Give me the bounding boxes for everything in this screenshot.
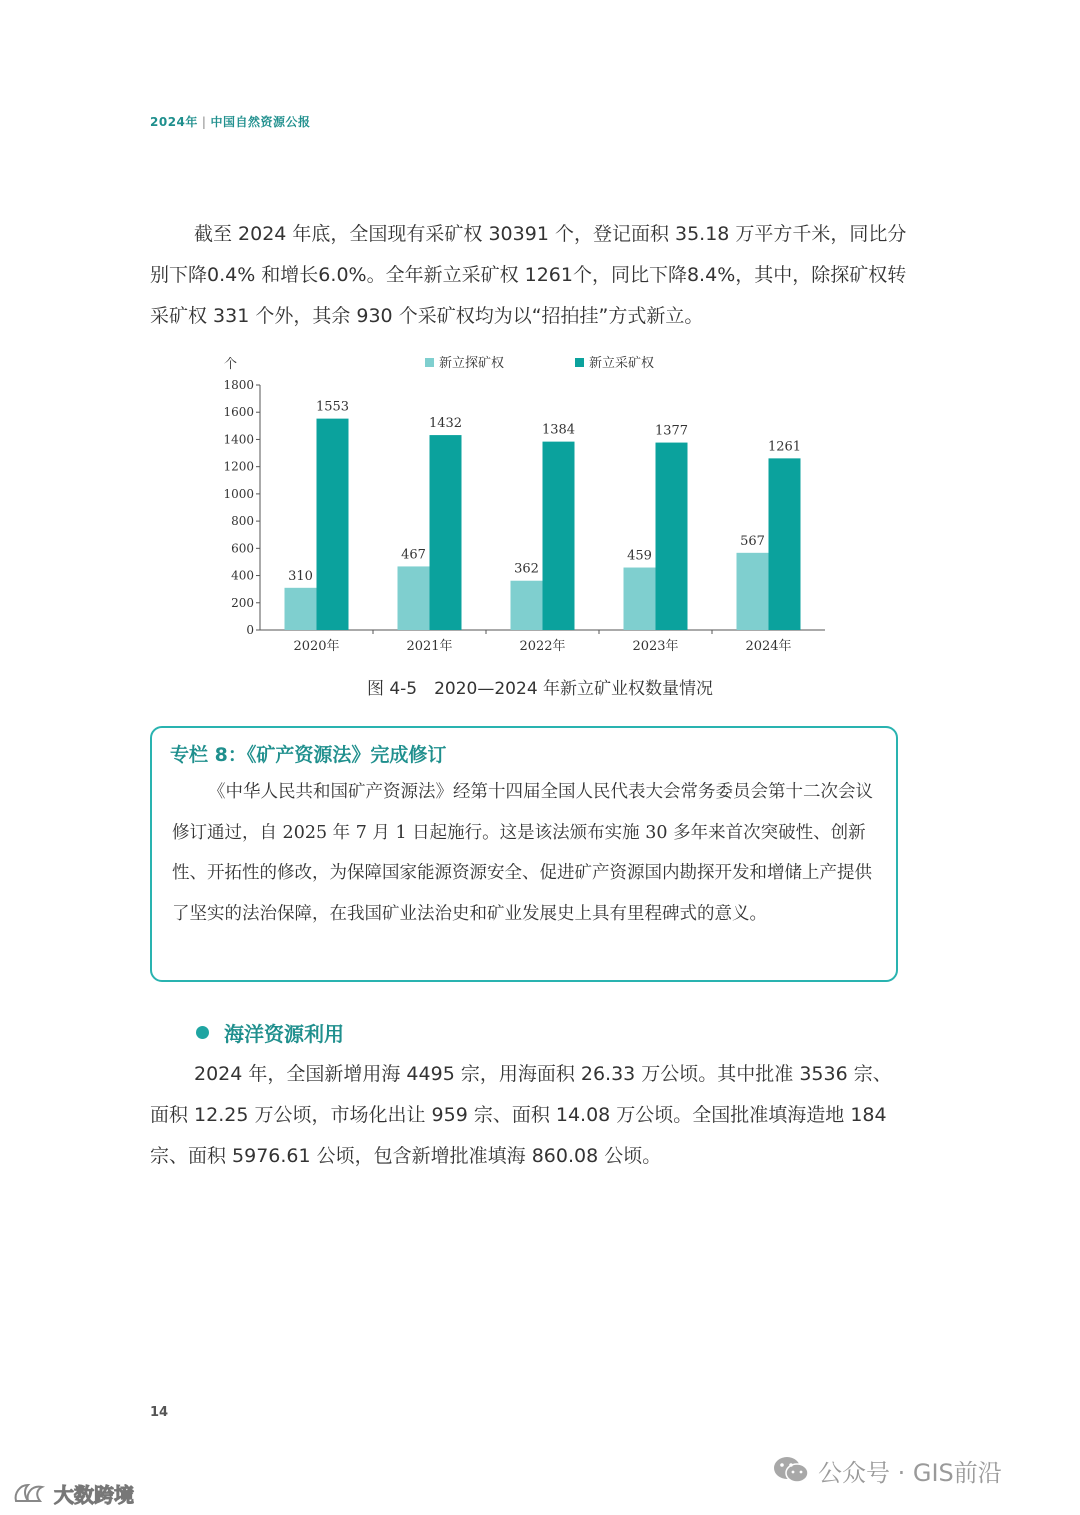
y-tick-label: 1200 [223,459,254,474]
section-title: 海洋资源利用 [224,1022,344,1046]
box-text: 《中华人民共和国矿产资源法》经第十四届全国人民代表大会常务委员会第十二次会议修订通过，自 2025 年 7 月 1 日起施行。这是该法颁布实施 30 多年来首次突破性、创新性、开拓性的修改，为保障国家能源资源安全、促进矿产资源国内勘探开发和增储上产提供了坚实的法治保障，在我国矿业法治史和矿业发展史上具有里程碑式的意义。 [172,782,873,924]
y-tick-label: 600 [231,541,254,556]
data-label: 1261 [767,439,802,455]
y-tick-label: 1000 [223,486,254,501]
header-year: 2024年 [150,115,198,129]
y-tick-label: 0 [246,623,254,637]
bar-exploration [285,588,317,630]
mining-rights-bar-chart [210,350,850,670]
data-label: 1553 [315,399,350,415]
watermark-left-text: 大数跨境 [54,1482,134,1507]
legend-swatch [425,358,434,367]
section-heading [196,1018,344,1047]
bar-mining [430,435,462,630]
running-header [150,113,310,130]
box-body [172,772,880,934]
watermark-right [772,1452,1002,1488]
bar-exploration [624,568,656,630]
bar-mining [769,458,801,630]
figure-caption: 图 4-5 2020—2024 年新立矿业权数量情况 [366,679,714,699]
x-tick-label: 2023年 [632,639,679,654]
sidebar-box [150,726,898,982]
x-tick-label: 2020年 [293,639,340,654]
legend-swatch [575,358,584,367]
x-tick-label: 2021年 [406,639,453,654]
data-label: 362 [514,561,539,577]
bar-mining [656,443,688,630]
y-tick-label: 800 [231,514,254,529]
data-label: 310 [288,568,313,584]
ocean-text: 2024 年，全国新增用海 4495 宗，用海面积 26.33 万公顷。其中批准 3536 宗、面积 12.25 万公顷，市场化出让 959 宗、面积 14.08 万公顷。全国批准填海造地 184 宗、面积 5976.61 公顷，包含新增批准填海 860.08 公顷。 [150,1063,892,1167]
bar-exploration [398,566,430,630]
data-label: 1432 [428,416,463,432]
watermark-right-text: 公众号 · GIS前沿 [818,1458,1002,1487]
legend-label: 新立探矿权 [439,356,505,371]
data-label: 1384 [541,422,576,438]
header-separator: | [201,115,207,129]
bar-mining [317,419,349,630]
y-tick-label: 1400 [223,432,254,447]
bar-mining [543,442,575,630]
data-label: 567 [740,533,765,549]
intro-paragraph [150,214,910,337]
data-label: 467 [401,547,426,563]
x-tick-label: 2022年 [519,639,566,654]
y-tick-label: 1800 [223,378,254,392]
y-axis-unit-label: 个 [224,357,238,372]
wechat-icon [772,1455,810,1485]
header-title: 中国自然资源公报 [210,115,311,129]
y-tick-label: 200 [231,595,254,610]
data-label: 459 [627,548,652,564]
box-title: 专栏 8：《矿产资源法》完成修订 [170,744,447,766]
bar-exploration [737,553,769,630]
intro-text: 截至 2024 年底，全国现有采矿权 30391 个，登记面积 35.18 万平方千米，同比分别下降0.4% 和增长6.0%。全年新立采矿权 1261个，同比下降8.4%，其中，除探矿权转采矿权 331 个外，其余 930 个采矿权均为以“招拍挂”方式新立。 [150,223,907,327]
watermark-left [12,1478,134,1508]
brand-logo-icon [12,1481,48,1505]
bar-exploration [511,581,543,630]
y-tick-label: 400 [231,568,254,583]
y-tick-label: 1600 [223,405,254,420]
legend-label: 新立采矿权 [589,356,655,371]
x-tick-label: 2024年 [745,639,792,654]
data-label: 1377 [654,423,689,439]
page-number: 14 [150,1405,169,1420]
ocean-paragraph [150,1054,910,1177]
